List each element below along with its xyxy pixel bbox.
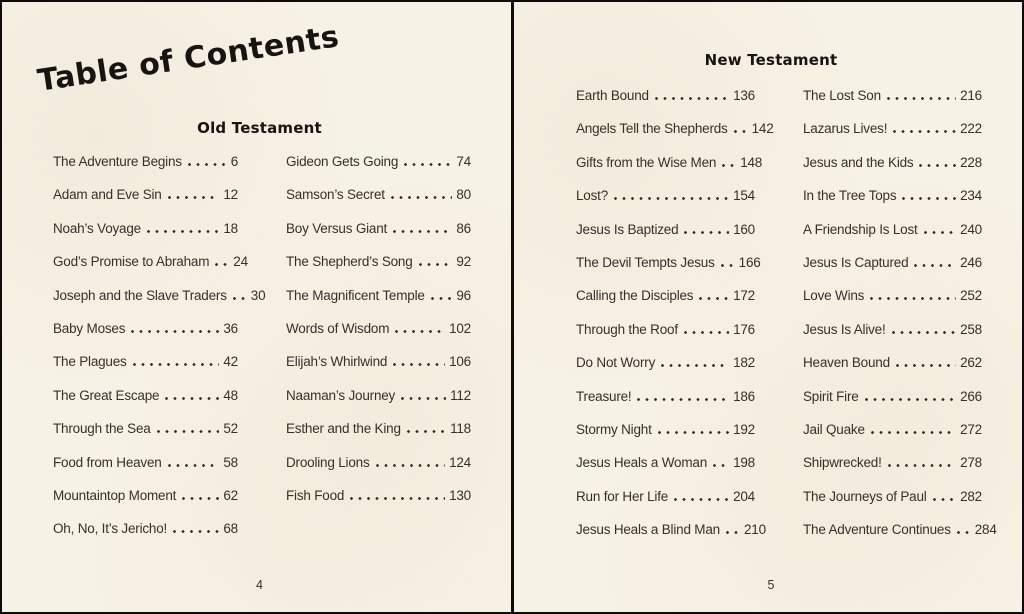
dot-leader	[393, 363, 445, 366]
dot-leader	[957, 531, 971, 534]
entry-page-number: 222	[960, 121, 982, 137]
entry-page-number: 278	[960, 455, 982, 471]
entry-page-number: 118	[450, 421, 471, 437]
entry-title: Samson’s Secret	[286, 187, 385, 203]
entry-page-number: 42	[223, 354, 238, 370]
toc-entry	[803, 121, 982, 154]
entry-page-number: 192	[733, 421, 755, 437]
toc-entry	[803, 222, 982, 255]
toc-entry	[803, 322, 982, 355]
dot-leader	[919, 164, 956, 167]
toc-entry	[53, 321, 238, 354]
entry-page-number: 142	[751, 121, 774, 137]
entry-title: Jesus Heals a Blind Man	[576, 522, 720, 538]
dot-leader	[684, 331, 729, 334]
toc-entry	[803, 389, 982, 422]
dot-leader	[376, 464, 446, 467]
toc-entry	[576, 489, 755, 522]
toc-title: Table of Contents	[35, 19, 342, 99]
toc-column-new-testament-2	[803, 88, 997, 555]
entry-title: Lazarus Lives!	[803, 121, 888, 137]
dot-leader	[395, 330, 445, 333]
entry-page-number: 172	[733, 288, 755, 304]
entry-page-number: 112	[450, 387, 471, 403]
entry-page-number: 186	[733, 388, 755, 404]
entry-title: Boy Versus Giant	[286, 220, 388, 236]
toc-entry	[53, 254, 248, 287]
dot-leader	[182, 497, 219, 500]
toc-entry	[576, 254, 761, 288]
dot-leader	[165, 397, 219, 400]
entry-title: Fish Food	[286, 487, 345, 503]
dot-leader	[404, 163, 452, 166]
entry-title: Jesus Is Baptized	[576, 221, 679, 237]
entry-title: Shipwrecked!	[803, 455, 882, 471]
entry-page-number: 106	[449, 354, 471, 370]
entry-title: Baby Moses	[53, 320, 126, 336]
right-page-columns	[576, 88, 997, 555]
entry-page-number: 86	[456, 220, 471, 236]
dot-leader	[419, 263, 453, 266]
dot-leader	[871, 431, 956, 434]
dot-leader	[722, 164, 736, 167]
toc-entry	[576, 288, 755, 321]
entry-page-number: 30	[250, 287, 266, 303]
dot-leader	[133, 363, 220, 366]
toc-entry	[286, 421, 471, 454]
entry-page-number: 52	[223, 421, 238, 437]
dot-leader	[431, 297, 453, 300]
entry-title: Gideon Gets Going	[286, 154, 399, 169]
entry-title: Adam and Eve Sin	[53, 187, 162, 203]
dot-leader	[892, 331, 957, 334]
dot-leader	[699, 297, 729, 300]
entry-title: Treasure!	[576, 388, 632, 404]
toc-entry	[576, 389, 755, 422]
dot-leader	[350, 497, 445, 500]
entry-title: Do Not Worry	[576, 355, 656, 371]
entry-title: Love Wins	[803, 288, 865, 304]
entry-title: Through the Sea	[53, 421, 151, 437]
entry-title: The Magnificent Temple	[286, 287, 425, 303]
entry-page-number: 24	[233, 254, 248, 270]
entry-page-number: 102	[449, 320, 471, 336]
toc-column-old-testament-1	[53, 154, 266, 555]
dot-leader	[393, 230, 452, 233]
dot-leader	[157, 430, 220, 433]
toc-entry	[286, 254, 471, 287]
toc-column-new-testament-1	[576, 88, 774, 555]
toc-entry	[286, 388, 471, 421]
toc-entry	[53, 421, 238, 454]
entry-title: Spirit Fire	[803, 388, 859, 404]
dot-leader	[391, 196, 453, 199]
toc-entry	[286, 221, 471, 254]
entry-page-number: 228	[960, 154, 982, 170]
entry-page-number: 148	[740, 154, 763, 170]
dot-leader	[215, 263, 229, 266]
toc-entry	[286, 455, 471, 488]
dot-leader	[188, 163, 227, 166]
toc-entry	[576, 121, 774, 154]
toc-entry	[53, 455, 238, 488]
dot-leader	[655, 97, 729, 100]
dot-leader	[713, 464, 729, 467]
toc-entry	[53, 187, 238, 220]
left-page-columns	[53, 154, 471, 555]
entry-page-number: 182	[733, 355, 755, 371]
toc-entry	[53, 287, 266, 321]
entry-title: Heaven Bound	[803, 355, 890, 371]
toc-entry	[53, 488, 238, 521]
dot-leader	[902, 197, 956, 200]
toc-entry	[576, 222, 755, 255]
entry-title: Naaman’s Journey	[286, 387, 396, 403]
dot-leader	[674, 498, 729, 501]
dot-leader	[233, 297, 247, 300]
entry-page-number: 266	[960, 388, 982, 404]
entry-page-number: 80	[456, 187, 471, 203]
entry-title: Jail Quake	[803, 421, 865, 437]
toc-entry	[576, 522, 766, 555]
entry-title: The Lost Son	[803, 88, 881, 103]
dot-leader	[173, 530, 219, 533]
left-folio-number: 4	[256, 578, 263, 592]
left-page	[2, 2, 511, 612]
dot-leader	[933, 498, 956, 501]
entry-title: Jesus Heals a Woman	[576, 455, 708, 471]
dot-leader	[147, 230, 219, 233]
dot-leader	[865, 398, 957, 401]
entry-title: Angels Tell the Shepherds	[576, 121, 728, 137]
toc-entry	[803, 422, 982, 455]
entry-page-number: 58	[223, 454, 238, 470]
entry-title: Jesus and the Kids	[803, 154, 914, 170]
toc-entry	[803, 489, 982, 522]
toc-entry	[53, 154, 238, 187]
toc-entry	[803, 288, 982, 321]
dot-leader	[168, 464, 220, 467]
entry-title: Gifts from the Wise Men	[576, 154, 717, 170]
toc-entry	[803, 155, 982, 188]
entry-page-number: 154	[733, 188, 755, 204]
dot-leader	[887, 97, 956, 100]
entry-page-number: 272	[960, 421, 982, 437]
dot-leader	[401, 397, 446, 400]
entry-title: Run for Her Life	[576, 488, 669, 504]
entry-title: The Shepherd’s Song	[286, 254, 413, 270]
dot-leader	[888, 464, 956, 467]
entry-title: A Friendship Is Lost	[803, 221, 918, 237]
entry-title: God’s Promise to Abraham	[53, 254, 210, 270]
dot-leader	[721, 264, 735, 267]
dot-leader	[684, 231, 729, 234]
toc-entry	[53, 388, 238, 421]
old-testament-heading: Old Testament	[197, 119, 322, 137]
dot-leader	[734, 130, 748, 133]
toc-entry	[803, 88, 982, 121]
entry-page-number: 262	[960, 355, 982, 371]
toc-entry	[576, 355, 755, 388]
toc-entry	[286, 488, 471, 521]
entry-page-number: 284	[974, 522, 997, 538]
entry-title: Words of Wisdom	[286, 320, 390, 336]
dot-leader	[914, 264, 956, 267]
entry-page-number: 176	[733, 321, 755, 337]
entry-page-number: 216	[960, 88, 982, 103]
entry-page-number: 204	[733, 488, 755, 504]
dot-leader	[637, 398, 729, 401]
entry-title: Lost?	[576, 188, 609, 204]
dot-leader	[131, 330, 219, 333]
entry-title: Noah’s Voyage	[53, 220, 141, 236]
entry-title: The Journeys of Paul	[803, 488, 927, 504]
entry-title: Elijah’s Whirlwind	[286, 354, 388, 370]
entry-page-number: 136	[733, 88, 755, 103]
toc-entry	[576, 188, 755, 221]
entry-title: The Plagues	[53, 354, 127, 370]
toc-entry	[576, 422, 755, 455]
entry-page-number: 12	[223, 187, 238, 203]
entry-title: Esther and the King	[286, 421, 401, 437]
toc-entry	[803, 255, 982, 288]
new-testament-heading: New Testament	[704, 51, 838, 69]
entry-page-number: 240	[960, 221, 982, 237]
entry-title: Joseph and the Slave Traders	[53, 287, 227, 303]
dot-leader	[614, 197, 729, 200]
entry-title: Jesus Is Captured	[803, 254, 909, 270]
entry-title: Jesus Is Alive!	[803, 321, 886, 337]
dot-leader	[658, 431, 729, 434]
toc-entry	[803, 522, 997, 555]
entry-title: The Adventure Begins	[53, 154, 182, 169]
entry-title: Stormy Night	[576, 421, 652, 437]
entry-page-number: 166	[738, 254, 761, 270]
entry-page-number: 258	[960, 321, 982, 337]
entry-page-number: 160	[733, 221, 755, 237]
entry-page-number: 210	[743, 522, 766, 538]
entry-page-number: 68	[223, 521, 238, 537]
entry-title: In the Tree Tops	[803, 188, 897, 204]
dot-leader	[726, 531, 740, 534]
toc-column-old-testament-2	[286, 154, 471, 555]
toc-entry	[286, 154, 471, 187]
entry-page-number: 252	[960, 288, 982, 304]
toc-entry	[286, 288, 471, 321]
entry-page-number: 246	[960, 254, 982, 270]
toc-entry	[803, 355, 982, 388]
toc-entry	[286, 354, 471, 387]
entry-title: Through the Roof	[576, 321, 678, 337]
dot-leader	[896, 364, 956, 367]
dot-leader	[168, 196, 220, 199]
right-page	[514, 2, 1022, 612]
toc-entry	[576, 322, 755, 355]
entry-title: Calling the Disciples	[576, 288, 694, 304]
toc-entry	[286, 187, 471, 220]
toc-entry	[803, 188, 982, 221]
entry-title: The Great Escape	[53, 387, 160, 403]
entry-title: Oh, No, It’s Jericho!	[53, 521, 168, 537]
toc-entry	[803, 455, 982, 488]
toc-entry	[53, 521, 238, 554]
entry-page-number: 74	[456, 154, 471, 169]
entry-page-number: 96	[456, 287, 471, 303]
entry-page-number: 282	[960, 488, 982, 504]
entry-page-number: 18	[223, 220, 238, 236]
entry-page-number: 62	[223, 487, 238, 503]
entry-page-number: 234	[960, 188, 982, 204]
entry-page-number: 124	[449, 454, 471, 470]
toc-entry	[53, 221, 238, 254]
entry-title: The Devil Tempts Jesus	[576, 254, 715, 270]
toc-entry	[576, 455, 755, 488]
entry-page-number: 198	[733, 455, 755, 471]
dot-leader	[893, 130, 956, 133]
entry-page-number: 48	[223, 387, 238, 403]
entry-title: Drooling Lions	[286, 454, 370, 470]
entry-page-number: 6	[230, 154, 238, 169]
dot-leader	[870, 297, 956, 300]
entry-title: Food from Heaven	[53, 454, 162, 470]
dot-leader	[924, 231, 957, 234]
toc-entry	[576, 154, 763, 188]
toc-entry	[53, 354, 238, 387]
toc-entry	[286, 321, 471, 354]
entry-page-number: 130	[449, 487, 471, 503]
entry-title: Earth Bound	[576, 88, 649, 103]
toc-entry	[576, 88, 755, 121]
entry-page-number: 92	[456, 254, 471, 270]
dot-leader	[407, 430, 446, 433]
dot-leader	[661, 364, 729, 367]
entry-page-number: 36	[223, 320, 238, 336]
entry-title: The Adventure Continues	[803, 522, 951, 538]
entry-title: Mountaintop Moment	[53, 487, 177, 503]
right-folio-number: 5	[767, 578, 775, 592]
